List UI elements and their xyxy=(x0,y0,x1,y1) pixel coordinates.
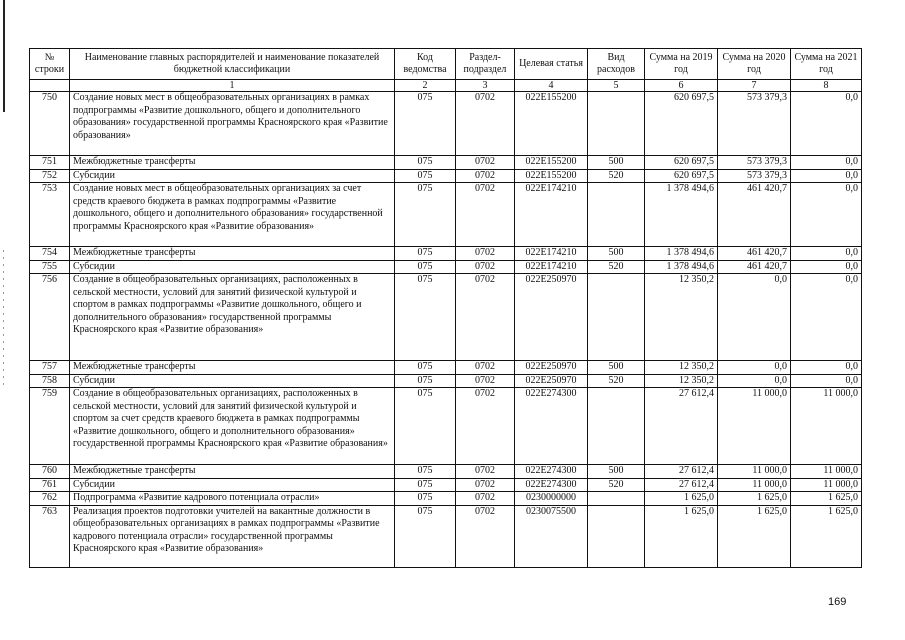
table-row xyxy=(30,183,862,247)
row-expense-kind xyxy=(588,92,645,156)
row-expense-kind xyxy=(588,505,645,567)
row-sum-2020: 0,0 xyxy=(718,361,791,375)
row-sum-2020: 573 379,3 xyxy=(718,169,791,183)
row-target-item: 022E155200 xyxy=(515,156,588,170)
row-section: 0702 xyxy=(456,274,515,361)
row-sum-2019: 620 697,5 xyxy=(645,169,718,183)
column-number: 4 xyxy=(515,80,588,92)
header-row xyxy=(30,49,862,80)
row-dept-code: 075 xyxy=(395,465,456,479)
row-number: 752 xyxy=(30,169,70,183)
table-row xyxy=(30,92,862,156)
column-number: 7 xyxy=(718,80,791,92)
row-number: 750 xyxy=(30,92,70,156)
column-number: 8 xyxy=(791,80,862,92)
row-dept-code: 075 xyxy=(395,505,456,567)
row-number: 756 xyxy=(30,274,70,361)
row-number: 761 xyxy=(30,478,70,492)
row-dept-code: 075 xyxy=(395,388,456,465)
table-row xyxy=(30,169,862,183)
row-expense-kind xyxy=(588,183,645,247)
row-sum-2021: 0,0 xyxy=(791,260,862,274)
table-row xyxy=(30,374,862,388)
row-target-item: 022E250970 xyxy=(515,274,588,361)
row-sum-2019: 1 378 494,6 xyxy=(645,260,718,274)
row-section: 0702 xyxy=(456,465,515,479)
row-sum-2020: 1 625,0 xyxy=(718,492,791,506)
row-section: 0702 xyxy=(456,183,515,247)
row-dept-code: 075 xyxy=(395,156,456,170)
row-sum-2019: 27 612,4 xyxy=(645,465,718,479)
row-dept-code: 075 xyxy=(395,169,456,183)
row-target-item: 0230075500 xyxy=(515,505,588,567)
row-target-item: 022E274300 xyxy=(515,465,588,479)
table-body xyxy=(30,92,862,568)
row-sum-2019: 620 697,5 xyxy=(645,156,718,170)
table-row xyxy=(30,478,862,492)
row-sum-2020: 1 625,0 xyxy=(718,505,791,567)
header-sum-2020: Сумма на 2020 год xyxy=(718,49,791,80)
row-number: 760 xyxy=(30,465,70,479)
row-name: Создание новых мест в общеобразовательных организациях в рамках подпрограммы «Развитие дошкольного, общего и дополнительного образования» государственной программы Красноярского края «Развитие образования» xyxy=(70,92,395,156)
row-section: 0702 xyxy=(456,492,515,506)
column-number xyxy=(30,80,70,92)
row-sum-2021: 11 000,0 xyxy=(791,388,862,465)
table-row xyxy=(30,247,862,261)
row-target-item: 022E174210 xyxy=(515,183,588,247)
row-sum-2020: 461 420,7 xyxy=(718,247,791,261)
row-section: 0702 xyxy=(456,169,515,183)
row-name: Субсидии xyxy=(70,260,395,274)
row-dept-code: 075 xyxy=(395,361,456,375)
row-sum-2020: 0,0 xyxy=(718,374,791,388)
row-target-item: 022E274300 xyxy=(515,388,588,465)
row-target-item: 022E174210 xyxy=(515,260,588,274)
column-number: 5 xyxy=(588,80,645,92)
row-sum-2021: 11 000,0 xyxy=(791,478,862,492)
row-dept-code: 075 xyxy=(395,260,456,274)
row-expense-kind xyxy=(588,492,645,506)
row-expense-kind: 500 xyxy=(588,361,645,375)
row-section: 0702 xyxy=(456,478,515,492)
table-row xyxy=(30,388,862,465)
row-number: 754 xyxy=(30,247,70,261)
row-number: 757 xyxy=(30,361,70,375)
row-name: Подпрограмма «Развитие кадрового потенциала отрасли» xyxy=(70,492,395,506)
row-number: 753 xyxy=(30,183,70,247)
row-dept-code: 075 xyxy=(395,183,456,247)
row-sum-2019: 27 612,4 xyxy=(645,478,718,492)
header-target-item: Целевая статья xyxy=(515,49,588,80)
row-target-item: 022E250970 xyxy=(515,361,588,375)
row-name: Межбюджетные трансферты xyxy=(70,361,395,375)
row-name: Субсидии xyxy=(70,169,395,183)
row-sum-2019: 12 350,2 xyxy=(645,274,718,361)
row-sum-2021: 11 000,0 xyxy=(791,465,862,479)
column-number: 6 xyxy=(645,80,718,92)
row-expense-kind: 520 xyxy=(588,374,645,388)
column-number: 2 xyxy=(395,80,456,92)
row-number: 751 xyxy=(30,156,70,170)
row-sum-2021: 0,0 xyxy=(791,169,862,183)
row-section: 0702 xyxy=(456,374,515,388)
row-number: 758 xyxy=(30,374,70,388)
budget-table xyxy=(29,48,862,568)
row-dept-code: 075 xyxy=(395,492,456,506)
row-expense-kind: 500 xyxy=(588,247,645,261)
row-name: Межбюджетные трансферты xyxy=(70,465,395,479)
header-sum-2019: Сумма на 2019 год xyxy=(645,49,718,80)
row-sum-2020: 573 379,3 xyxy=(718,156,791,170)
row-sum-2021: 0,0 xyxy=(791,183,862,247)
row-target-item: 022E174210 xyxy=(515,247,588,261)
row-expense-kind: 520 xyxy=(588,169,645,183)
header-row-number: № строки xyxy=(30,49,70,80)
header-name: Наименование главных распорядителей и наименование показателей бюджетной классификации xyxy=(70,49,395,80)
table-row xyxy=(30,274,862,361)
row-expense-kind: 500 xyxy=(588,465,645,479)
row-expense-kind: 520 xyxy=(588,478,645,492)
row-number: 759 xyxy=(30,388,70,465)
row-sum-2021: 0,0 xyxy=(791,374,862,388)
row-sum-2019: 1 378 494,6 xyxy=(645,183,718,247)
row-target-item: 0230000000 xyxy=(515,492,588,506)
row-dept-code: 075 xyxy=(395,274,456,361)
row-sum-2019: 1 625,0 xyxy=(645,492,718,506)
row-sum-2020: 0,0 xyxy=(718,274,791,361)
row-sum-2021: 0,0 xyxy=(791,247,862,261)
row-name: Создание новых мест в общеобразовательных организациях за счет средств краевого бюджета в рамках подпрограммы «Развитие дошкольного, общего и дополнительного образования» государственной программы Красноярского края «Развитие образования» xyxy=(70,183,395,247)
row-name: Субсидии xyxy=(70,374,395,388)
row-target-item: 022E155200 xyxy=(515,92,588,156)
row-name: Межбюджетные трансферты xyxy=(70,247,395,261)
column-number: 3 xyxy=(456,80,515,92)
row-sum-2021: 1 625,0 xyxy=(791,492,862,506)
row-sum-2020: 11 000,0 xyxy=(718,478,791,492)
table-row xyxy=(30,505,862,567)
row-name: Создание в общеобразовательных организациях, расположенных в сельской местности, условий для занятий физической культурой и спортом за счет средств краевого бюджета в рамках подпрограммы «Развитие дошкольного, общего и дополнительного образования» государственной программы Красноярского края «Развитие образования» xyxy=(70,388,395,465)
scan-edge-mark xyxy=(3,0,5,112)
header-expense-kind: Вид расходов xyxy=(588,49,645,80)
row-sum-2021: 0,0 xyxy=(791,361,862,375)
row-name: Субсидии xyxy=(70,478,395,492)
row-sum-2021: 1 625,0 xyxy=(791,505,862,567)
row-sum-2019: 1 625,0 xyxy=(645,505,718,567)
row-expense-kind xyxy=(588,388,645,465)
row-target-item: 022E250970 xyxy=(515,374,588,388)
header-section: Раздел-подраздел xyxy=(456,49,515,80)
row-sum-2020: 461 420,7 xyxy=(718,260,791,274)
header-dept-code: Код ведомства xyxy=(395,49,456,80)
table-row xyxy=(30,361,862,375)
row-number: 755 xyxy=(30,260,70,274)
row-section: 0702 xyxy=(456,156,515,170)
row-dept-code: 075 xyxy=(395,92,456,156)
row-sum-2020: 11 000,0 xyxy=(718,465,791,479)
row-section: 0702 xyxy=(456,505,515,567)
table-row xyxy=(30,156,862,170)
row-section: 0702 xyxy=(456,388,515,465)
row-section: 0702 xyxy=(456,247,515,261)
row-section: 0702 xyxy=(456,260,515,274)
row-name: Реализация проектов подготовки учителей на вакантные должности в общеобразовательных организациях в рамках подпрограммы «Развитие кадрового потенциала отрасли» государственной программы Красноярского края «Развитие образования» xyxy=(70,505,395,567)
header-sum-2021: Сумма на 2021 год xyxy=(791,49,862,80)
row-expense-kind xyxy=(588,274,645,361)
row-expense-kind: 500 xyxy=(588,156,645,170)
scan-dots-mark xyxy=(3,250,4,390)
row-target-item: 022E155200 xyxy=(515,169,588,183)
column-number: 1 xyxy=(70,80,395,92)
row-section: 0702 xyxy=(456,92,515,156)
row-sum-2020: 11 000,0 xyxy=(718,388,791,465)
table-header xyxy=(30,49,862,92)
row-sum-2019: 27 612,4 xyxy=(645,388,718,465)
row-sum-2020: 461 420,7 xyxy=(718,183,791,247)
table-row xyxy=(30,465,862,479)
row-expense-kind: 520 xyxy=(588,260,645,274)
table-row xyxy=(30,492,862,506)
row-sum-2020: 573 379,3 xyxy=(718,92,791,156)
row-sum-2019: 620 697,5 xyxy=(645,92,718,156)
row-sum-2021: 0,0 xyxy=(791,274,862,361)
row-dept-code: 075 xyxy=(395,374,456,388)
row-number: 763 xyxy=(30,505,70,567)
row-sum-2019: 12 350,2 xyxy=(645,361,718,375)
table-row xyxy=(30,260,862,274)
row-target-item: 022E274300 xyxy=(515,478,588,492)
row-name: Создание в общеобразовательных организациях, расположенных в сельской местности, условий для занятий физической культурой и спортом в рамках подпрограммы «Развитие дошкольного, общего и дополнительного образования» государственной программы Красноярского края «Развитие образования» xyxy=(70,274,395,361)
row-sum-2021: 0,0 xyxy=(791,92,862,156)
page-number: 169 xyxy=(828,596,847,608)
row-sum-2019: 1 378 494,6 xyxy=(645,247,718,261)
row-dept-code: 075 xyxy=(395,247,456,261)
row-dept-code: 075 xyxy=(395,478,456,492)
row-sum-2019: 12 350,2 xyxy=(645,374,718,388)
row-name: Межбюджетные трансферты xyxy=(70,156,395,170)
row-sum-2021: 0,0 xyxy=(791,156,862,170)
column-number-row xyxy=(30,80,862,92)
row-number: 762 xyxy=(30,492,70,506)
row-section: 0702 xyxy=(456,361,515,375)
